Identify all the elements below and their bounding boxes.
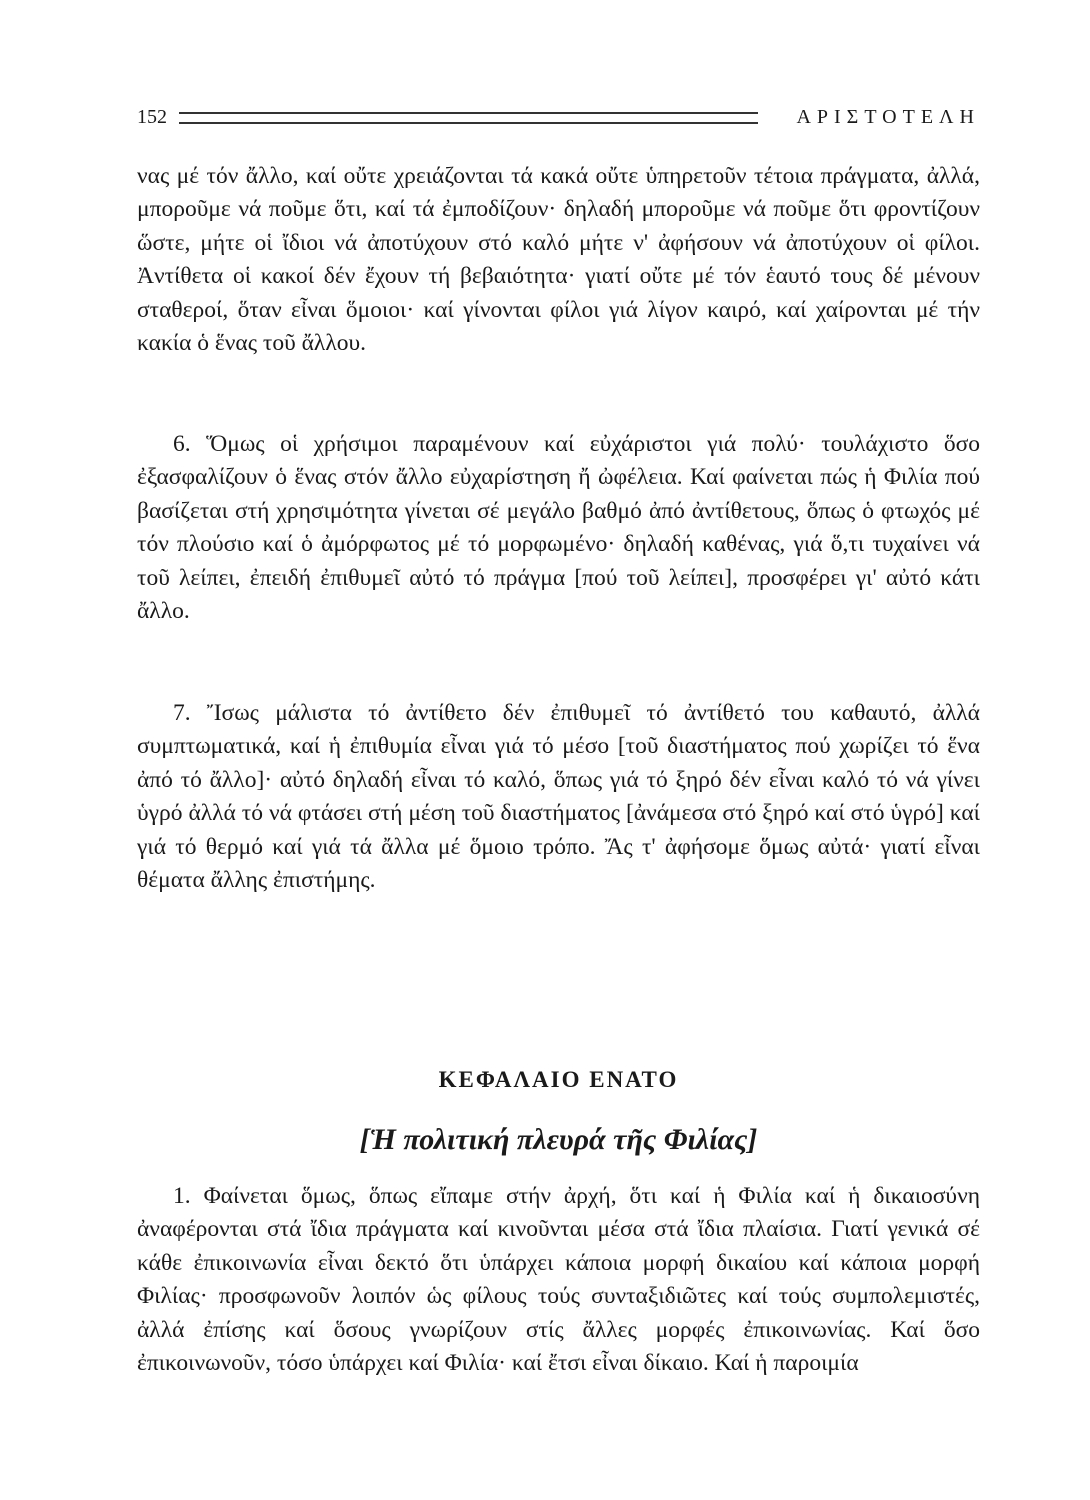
running-title: ΑΡΙΣΤΟΤΕΛΗ — [796, 106, 980, 128]
paragraph-continuation-block — [137, 160, 980, 360]
paragraph-continuation: νας μέ τόν ἄλλο, καί οὔτε χρειάζονται τά κακά οὔτε ὑπηρετοῦν τέτοια πράγματα, ἀλλά, μποροῦμε νά ποῦμε ὅτι, καί τά ἐμποδίζουν· δηλαδή μποροῦμε νά ποῦμε ὅτι φροντίζουν ὥστε, μήτε οἱ ἴδιοι νά ἀποτύχουν στό καλό μήτε ν' ἀφήσουν νά ἀποτύχουν οἱ φίλοι. Ἀντίθετα οἱ κακοί δέν ἔχουν τή βεβαιότητα· γιατί οὔτε μέ τόν ἑαυτό τους δέ μένουν σταθεροί, ὅταν εἶναι ὅμοιοι· καί γίνονται φίλοι γιά λίγον καιρό, καί χαίρονται μέ τήν κακία ὁ ἕνας τοῦ ἄλλου. — [137, 163, 980, 357]
paragraph-7-block — [137, 697, 980, 897]
page-header — [137, 102, 980, 132]
paragraph-1: 1. Φαίνεται ὅμως, ὅπως εἴπαμε στήν ἀρχή, ὅτι καί ἡ Φιλία καί ἡ δικαιοσύνη ἀναφέρονται στά ἴδια πράγματα καί κινοῦνται μέσα στά ἴδια πλαίσια. Γιατί γενικά σέ κάθε ἐπικοινωνία εἶναι δεκτό ὅτι ὑπάρχει κάποια μορφή δικαίου καί κάποια μορφή Φιλίας· προσφωνοῦν λοιπόν ὡς φίλους τούς συνταξιδιῶτες καί τούς συμπολεμιστές, ἀλλά ἐπίσης καί ὅσους γνωρίζουν στίς ἄλλες μορφές ἐπικοινωνίας. Καί ὅσο ἐπικοινωνοῦν, τόσο ὑπάρχει καί Φιλία· καί ἔτσι εἶναι δίκαιο. Καί ἡ παροιμία — [137, 1183, 980, 1377]
paragraph-6-block — [137, 428, 980, 628]
paragraph-1-block — [137, 1180, 980, 1380]
chapter-subtitle: [Ἡ πολιτική πλευρά τῆς Φιλίας] — [359, 1123, 758, 1156]
page-number: 152 — [137, 106, 167, 128]
paragraph-7: 7. Ἴσως μάλιστα τό ἀντίθετο δέν ἐπιθυμεῖ τό ἀντίθετό του καθαυτό, ἀλλά συμπτωματικά, καί ἡ ἐπιθυμία εἶναι γιά τό μέσο [τοῦ διαστήματος πού χωρίζει τό ἕνα ἀπό τό ἄλλο]· αὐτό δηλαδή εἶναι τό καλό, ὅπως γιά τό ξηρό δέν εἶναι καλό τό νά γίνει ὑγρό ἀλλά τό νά φτάσει στή μέση τοῦ διαστήματος [ἀνάμεσα στό ξηρό καί στό ὑγρό] καί γιά τό θερμό καί γιά τά ἄλλα μέ ὅμοιο τρόπο. Ἄς τ' ἀφήσομε ὅμως αὐτά· γιατί εἶναι θέματα ἄλλης ἐπιστήμης. — [137, 700, 980, 894]
chapter-heading: ΚΕΦΑΛΑΙΟ ΕΝΑΤΟ — [438, 1067, 679, 1092]
header-double-rule — [179, 112, 758, 124]
paragraph-6: 6. Ὅμως οἱ χρήσιμοι παραμένουν καί εὐχάριστοι γιά πολύ· τουλάχιστο ὅσο ἐξασφαλίζουν ὁ ἕνας στόν ἄλλο εὐχαρίστηση ἤ ὠφέλεια. Καί φαίνεται πώς ἡ Φιλία πού βασίζεται στή χρησιμότητα γίνεται σέ μεγάλο βαθμό ἀπό ἀντίθετους, ὅπως ὁ φτωχός μέ τόν πλούσιο καί ὁ ἀμόρφωτος μέ τό μορφωμένο· δηλαδή καθένας, γιά ὅ,τι τυχαίνει νά τοῦ λείπει, ἐπειδή ἐπιθυμεῖ αὐτό τό πράγμα [πού τοῦ λείπει], προσφέρει γι' αὐτό κάτι ἄλλο. — [137, 431, 980, 625]
